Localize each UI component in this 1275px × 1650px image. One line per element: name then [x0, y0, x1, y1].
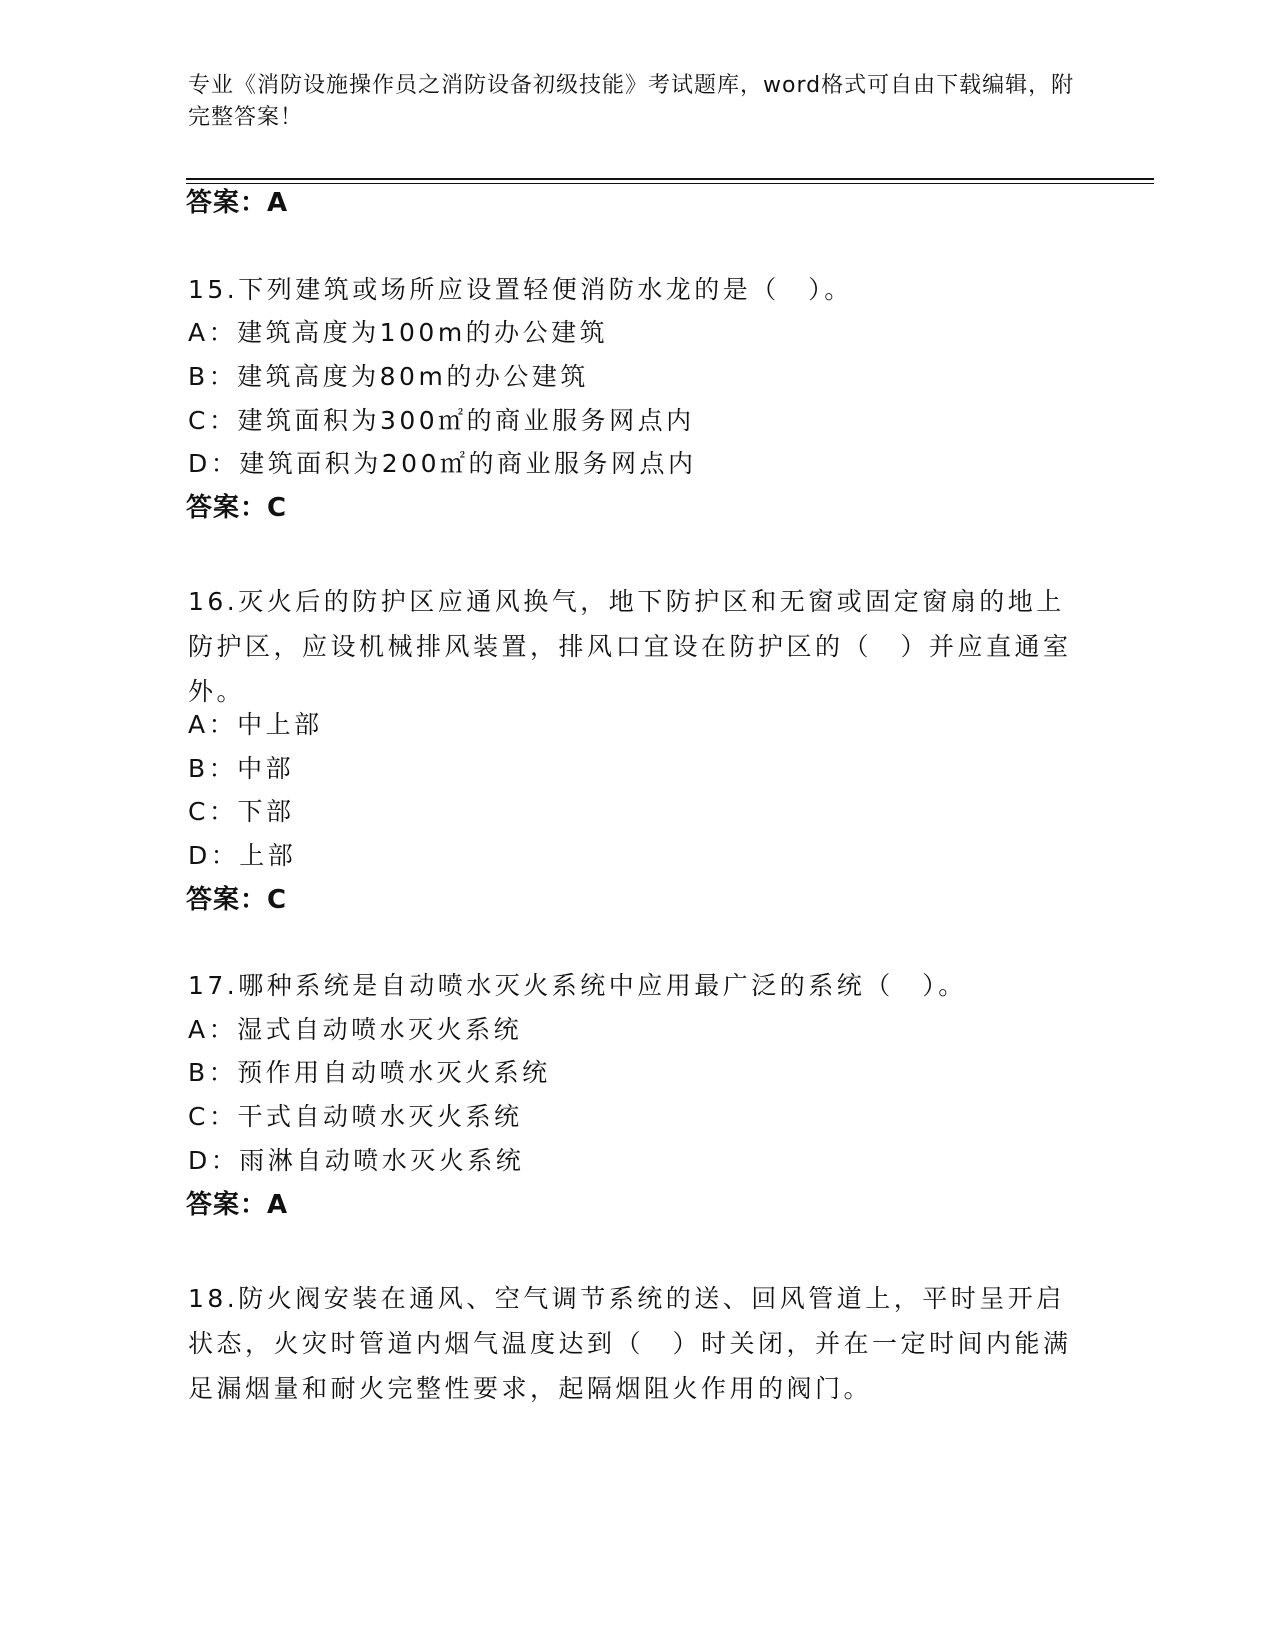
question-15-option-b: B：建筑高度为80m的办公建筑 [188, 362, 589, 391]
question-18-stem: 18.防火阀安装在通风、空气调节系统的送、回风管道上，平时呈开启状态，火灾时管道内烟气温度达到（ ）时关闭，并在一定时间内能满足漏烟量和耐火完整性要求，起隔烟阻火作用的阀门。 [188, 1284, 1072, 1403]
question-17-answer: 答案：A [186, 1190, 289, 1220]
question-17-option-d: D：雨淋自动喷水灭火系统 [188, 1146, 525, 1175]
question-15-option-a: A：建筑高度为100m的办公建筑 [188, 318, 609, 347]
question-16-answer: 答案：C [186, 885, 288, 915]
question-16-option-c: C：下部 [188, 797, 295, 826]
header-divider [186, 178, 1154, 180]
question-17-stem: 17.哪种系统是自动喷水灭火系统中应用最广泛的系统（ ）。 [188, 971, 967, 1000]
question-16-option-a: A：中上部 [188, 710, 323, 739]
question-15-option-c: C：建筑面积为300㎡的商业服务网点内 [188, 406, 695, 435]
question-17-option-c: C：干式自动喷水灭火系统 [188, 1102, 523, 1131]
document-header: 专业《消防设施操作员之消防设备初级技能》考试题库，word格式可自由下载编辑，附完整答案！ [188, 73, 1075, 130]
question-16-option-d: D：上部 [188, 841, 297, 870]
question-17-option-b: B：预作用自动喷水灭火系统 [188, 1058, 551, 1087]
previous-answer: 答案：A [186, 188, 289, 218]
question-16-option-b: B：中部 [188, 754, 295, 783]
question-17-option-a: A：湿式自动喷水灭火系统 [188, 1015, 523, 1044]
header-divider-thin [186, 183, 1154, 184]
question-15-stem: 15.下列建筑或场所应设置轻便消防水龙的是（ ）。 [188, 275, 853, 304]
question-16-stem: 16.灭火后的防护区应通风换气，地下防护区和无窗或固定窗扇的地上防护区，应设机械排风装置，排风口宜设在防护区的（ ）并应直通室外。 [188, 587, 1072, 706]
question-15-answer: 答案：C [186, 493, 288, 523]
question-15-option-d: D：建筑面积为200㎡的商业服务网点内 [188, 449, 697, 478]
